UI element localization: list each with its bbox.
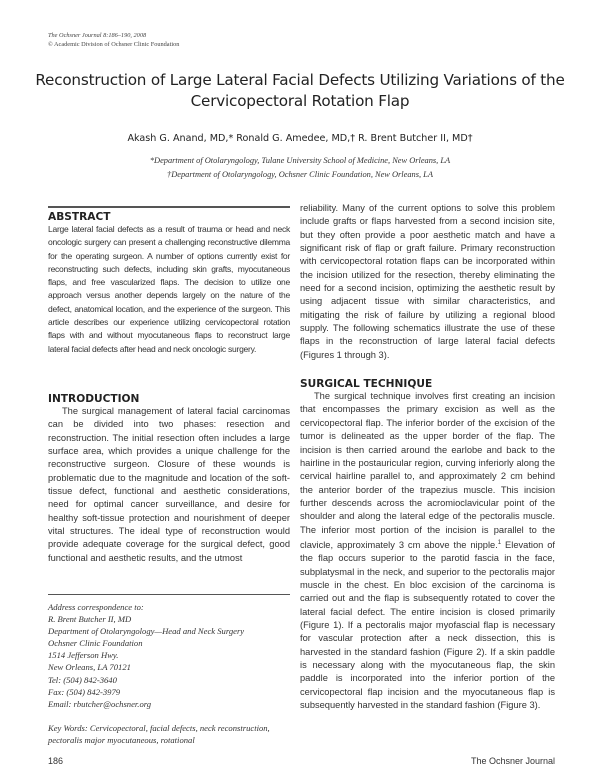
correspondence-line: Ochsner Clinic Foundation	[48, 638, 143, 649]
technique-text-part: The surgical technique involves first creating an incision that encompasses the primary excision as well as the cervicopectoral flap. The inferior border of the excision of the tumor is delineated as the upper border of the flap. The incision is then carried around the earlobe and back to the hairline in the postauricular region, curving inferiorly along the cervical hairline parallel to, and approximately 2 cm behind the anterior border of the trapezius muscle. This incision further descends across the acromioclavicular point of the shoulder and along the lateral edge of the pectoralis muscle. The inferior most portion of the incision is parallel to the clavicle, approximately 3 cm above the nipple.	[300, 391, 555, 550]
footer-journal-name: The Ochsner Journal	[470, 756, 555, 766]
correspondence-line: 1514 Jefferson Hwy.	[48, 650, 119, 661]
affiliation: †Department of Otolaryngology, Ochsner Clinic Foundation, New Orleans, LA	[167, 169, 433, 179]
correspondence-line: Tel: (504) 842-3640	[48, 674, 117, 685]
introduction-text: The surgical management of lateral facial carcinomas can be divided into two phases: resection and reconstruction. The initial resection often includes a large surface area, which provides a unique challenge for the reconstructive surgeon. Closure of these wounds is problematic due to the magnitude and location of the soft-tissue defect, functional and aesthetic considerations, need for optimal cancer surveillance, and desire for healthy soft-tissue protection and nourishment of deeper vital structures. The ideal type of reconstruction would provide adequate coverage for the surgical defect, good functional and aesthetic results, and the utmost	[48, 406, 290, 563]
footnote-divider	[48, 594, 290, 595]
introduction-continued: reliability. Many of the current options to solve this problem include grafts or flaps harvested from a second incision site, but they often provide a poor aesthetic match and have a significant risk of flap or graft failure. Primary reconstruction with cervicopectoral rotation flaps can be incorporated within the incision utilized for the resection, thereby eliminating the need for a second incision, optimizing the aesthetic result by using adjacent tissue with similar characteristics, and mitigating the risk of failure by utilizing a regional blood supply. The following schematics illustrate the use of these flaps in the reconstruction of large lateral facial defects (Figures 1 through 3).	[300, 203, 555, 360]
reference-marker[interactable]: 1	[497, 539, 502, 546]
correspondence-line: Department of Otolaryngology—Head and Neck Surgery	[48, 626, 245, 637]
page-number: 186	[48, 756, 64, 766]
abstract-heading: ABSTRACT	[48, 211, 111, 223]
affiliation: *Department of Otolaryngology, Tulane University School of Medicine, New Orleans, LA	[149, 156, 451, 165]
abstract-text: Large lateral facial defects as a result of trauma or head and neck oncologic surgery can present a challenging reconstructive dilemma for the operating surgeon. A number of options currently exist for reconstructing such defects, including skin grafts, myocutaneous flaps, and free vascularized flaps. The decision to utilize one approach versus another depends largely on the nature of the defect, anatomical location, and the experience of the surgeon. This article describes our experience utilizing cervicopectoral rotation flaps with and without myocutaneous flaps to reconstruct large lateral facial defects after head and neck oncologic surgery.	[48, 224, 290, 354]
correspondence-email: Email: rbutcher@ochsner.org	[48, 698, 152, 709]
introduction-heading: INTRODUCTION	[48, 393, 140, 405]
abstract-divider	[48, 206, 290, 208]
journal-header	[48, 32, 179, 49]
abstract-section	[48, 211, 290, 356]
article-title: Reconstruction of Large Lateral Facial Defects Utilizing Variations of the Cervicopectoral Rotation Flap	[35, 71, 565, 110]
correspondence-line: R. Brent Butcher II, MD	[48, 614, 132, 625]
affiliations	[30, 154, 570, 181]
keywords: Key Words: Cervicopectoral, facial defects, neck reconstruction, pectoralis major myocutaneous, rotational	[48, 722, 270, 745]
copyright-line: © Academic Division of Ochsner Clinic Foundation	[48, 40, 180, 48]
surgical-technique-text	[300, 390, 555, 712]
introduction-section	[48, 393, 290, 565]
journal-citation: The Ochsner Journal 8:186–190, 2008	[48, 32, 147, 39]
correspondence-line: Address correspondence to:	[48, 602, 144, 612]
correspondence-line: Fax: (504) 842-3979	[48, 686, 121, 697]
surgical-technique-heading: SURGICAL TECHNIQUE	[300, 378, 433, 391]
correspondence-block	[48, 601, 298, 746]
correspondence-line: New Orleans, LA 70121	[48, 662, 131, 673]
technique-text-part: Elevation of the flap occurs superior to the parotid fascia in the face, subplatysmal in the neck, and superior to the pectoralis major muscle in the chest. En bloc excision of the carcinoma is carried out and the flap is subsequently rotated to cover the lateral facial defect. The entire incision is closed primarily (Figure 1). If a pectoralis major myofascial flap is necessary for vascular protection after a neck dissection, this is harvested in the standard fashion (Figure 2). If a skin paddle is necessary along with the myocutaneous flap, the skin paddle is incorporated into the inferior portion of the cervicopectoral flap incision and the myocutaneous flap is subsequently harvested in the standard fashion (Figure 3).	[300, 540, 555, 711]
right-column	[300, 202, 555, 712]
author-list: Akash G. Anand, MD,* Ronald G. Amedee, MD,† R. Brent Butcher II, MD†	[127, 133, 473, 144]
